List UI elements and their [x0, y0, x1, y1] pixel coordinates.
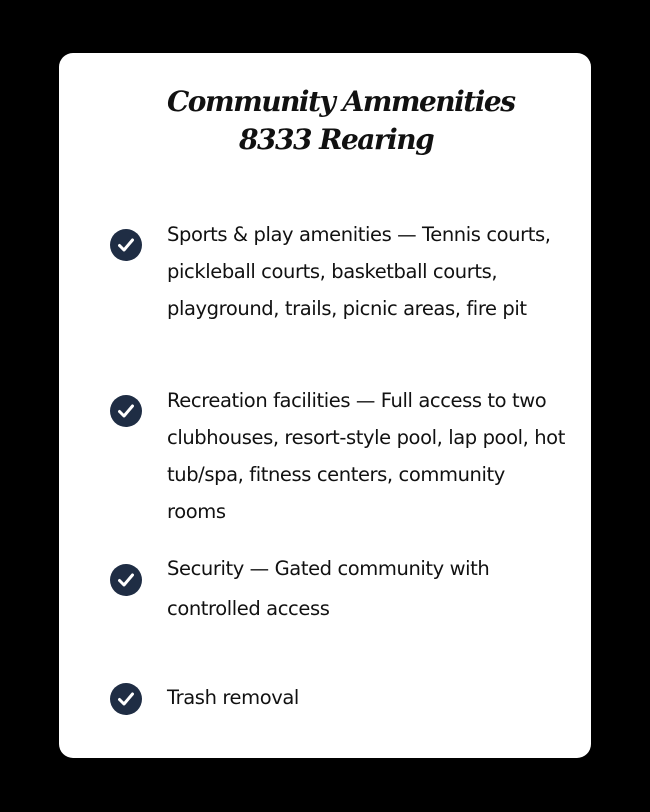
list-item-label: Trash removal: [167, 686, 299, 709]
list-item-label: Recreation facilities — Full access to two clubhouses, resort-style pool, lap pool, hot tub/spa, fitness centers, community rooms: [167, 389, 565, 523]
page-subtitle: 8333 Rearing: [239, 123, 434, 156]
page-title: Community Ammenities: [167, 85, 515, 118]
check-circle-icon: [110, 683, 142, 715]
list-item-label: Security — Gated community with controlled access: [167, 557, 490, 620]
check-circle-icon: [110, 229, 142, 261]
amenities-card: [59, 53, 591, 758]
list-item-label: Sports & play amenities — Tennis courts, pickleball courts, basketball courts, playground, trails, picnic areas, fire pit: [167, 223, 551, 320]
check-circle-icon: [110, 564, 142, 596]
check-circle-icon: [110, 395, 142, 427]
